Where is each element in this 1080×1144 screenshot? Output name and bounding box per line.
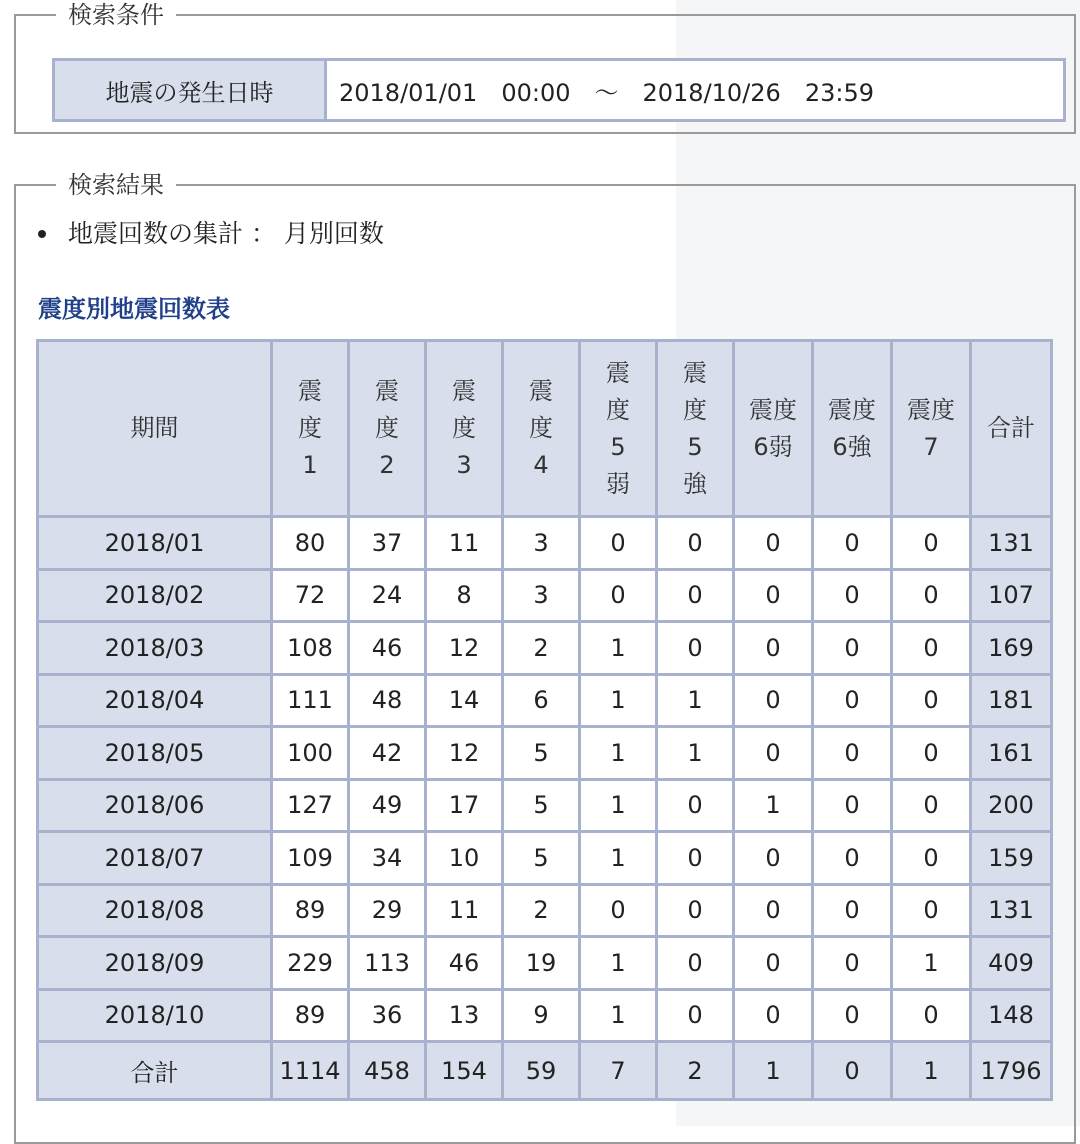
- header-cell: [426, 341, 503, 517]
- count-cell: 12: [426, 727, 503, 780]
- count-cell: 9: [503, 989, 580, 1042]
- table-total-row: [38, 1042, 1052, 1100]
- count-cell: 5: [503, 727, 580, 780]
- count-cell: 0: [892, 622, 971, 675]
- total-cell: 154: [426, 1042, 503, 1100]
- count-cell: 80: [272, 517, 349, 570]
- count-cell: 0: [657, 622, 734, 675]
- count-cell: 0: [657, 779, 734, 832]
- search-conditions-table: [52, 58, 1066, 122]
- count-cell: 1: [580, 937, 657, 990]
- count-cell: 111: [272, 674, 349, 727]
- header-label: 震度 6弱: [749, 395, 797, 461]
- count-cell: 11: [426, 517, 503, 570]
- search-conditions-section: [14, 1, 1076, 134]
- count-cell: 0: [734, 517, 813, 570]
- total-cell: 59: [503, 1042, 580, 1100]
- count-cell: 0: [892, 884, 971, 937]
- intensity-count-table: [36, 339, 1053, 1101]
- count-cell: 34: [349, 832, 426, 885]
- count-cell: 89: [272, 989, 349, 1042]
- period-cell: 2018/06: [38, 779, 272, 832]
- row-total-cell: 107: [971, 569, 1052, 622]
- count-cell: 89: [272, 884, 349, 937]
- period-cell: 2018/07: [38, 832, 272, 885]
- period-cell: 2018/05: [38, 727, 272, 780]
- count-cell: 24: [349, 569, 426, 622]
- table-row: [38, 937, 1052, 990]
- count-cell: 17: [426, 779, 503, 832]
- total-cell: 1114: [272, 1042, 349, 1100]
- count-cell: 1: [892, 937, 971, 990]
- count-cell: 8: [426, 569, 503, 622]
- header-label: 震度 6強: [828, 395, 876, 461]
- count-cell: 13: [426, 989, 503, 1042]
- count-cell: 0: [813, 779, 892, 832]
- count-cell: 1: [580, 832, 657, 885]
- row-total-cell: 159: [971, 832, 1052, 885]
- count-cell: 0: [813, 727, 892, 780]
- date-range-label: 地震の発生日時: [54, 60, 326, 121]
- aggregation-text: 地震回数の集計 ： 月別回数: [68, 219, 384, 248]
- count-cell: 0: [892, 674, 971, 727]
- row-total-cell: 148: [971, 989, 1052, 1042]
- header-label: 震 度 4: [529, 377, 553, 479]
- table-title: 震度別地震回数表: [38, 295, 230, 323]
- period-cell: 2018/09: [38, 937, 272, 990]
- count-cell: 0: [580, 569, 657, 622]
- header-cell: [813, 341, 892, 517]
- count-cell: 0: [892, 569, 971, 622]
- table-body: [38, 517, 1052, 1042]
- header-label: 期間: [130, 414, 179, 442]
- count-cell: 0: [813, 674, 892, 727]
- count-cell: 49: [349, 779, 426, 832]
- header-label: 震 度 2: [375, 377, 399, 479]
- count-cell: 0: [657, 569, 734, 622]
- period-cell: 2018/03: [38, 622, 272, 675]
- header-cell: [734, 341, 813, 517]
- row-total-cell: 200: [971, 779, 1052, 832]
- count-cell: 10: [426, 832, 503, 885]
- header-cell: [892, 341, 971, 517]
- count-cell: 0: [813, 832, 892, 885]
- row-total-cell: 181: [971, 674, 1052, 727]
- count-cell: 0: [892, 727, 971, 780]
- period-cell: 2018/01: [38, 517, 272, 570]
- count-cell: 1: [580, 989, 657, 1042]
- total-cell: 0: [813, 1042, 892, 1100]
- table-row: [38, 884, 1052, 937]
- count-cell: 36: [349, 989, 426, 1042]
- table-row: [38, 727, 1052, 780]
- header-label: 合計: [987, 414, 1035, 442]
- count-cell: 0: [892, 989, 971, 1042]
- count-cell: 5: [503, 832, 580, 885]
- header-label: 震 度 1: [298, 377, 322, 479]
- count-cell: 229: [272, 937, 349, 990]
- count-cell: 1: [657, 727, 734, 780]
- table-header-row: [38, 341, 1052, 517]
- header-cell: [272, 341, 349, 517]
- row-total-cell: 161: [971, 727, 1052, 780]
- count-cell: 113: [349, 937, 426, 990]
- table-row: [38, 622, 1052, 675]
- table-row: [38, 674, 1052, 727]
- date-range-text: 2018/01/01 00:00 ～ 2018/10/26 23:59: [339, 78, 874, 107]
- header-cell: [503, 341, 580, 517]
- count-cell: 2: [503, 884, 580, 937]
- count-cell: 0: [734, 832, 813, 885]
- period-cell: 2018/08: [38, 884, 272, 937]
- table-row: [38, 517, 1052, 570]
- table-row: [38, 779, 1052, 832]
- total-cell: 7: [580, 1042, 657, 1100]
- period-cell: 2018/10: [38, 989, 272, 1042]
- count-cell: 19: [503, 937, 580, 990]
- search-results-legend: 検索結果: [56, 169, 176, 201]
- header-cell: [971, 341, 1052, 517]
- count-cell: 3: [503, 517, 580, 570]
- total-cell: 458: [349, 1042, 426, 1100]
- row-total-cell: 131: [971, 884, 1052, 937]
- count-cell: 0: [657, 989, 734, 1042]
- count-cell: 29: [349, 884, 426, 937]
- total-label-cell: 合計: [38, 1042, 272, 1100]
- count-cell: 46: [426, 937, 503, 990]
- header-cell: [657, 341, 734, 517]
- period-cell: 2018/02: [38, 569, 272, 622]
- count-cell: 127: [272, 779, 349, 832]
- total-cell: 1796: [971, 1042, 1052, 1100]
- header-label: 震 度 5 弱: [606, 358, 630, 498]
- header-cell: [349, 341, 426, 517]
- count-cell: 0: [580, 884, 657, 937]
- count-cell: 0: [734, 727, 813, 780]
- total-cell: 1: [734, 1042, 813, 1100]
- count-cell: 0: [734, 569, 813, 622]
- count-cell: 0: [892, 832, 971, 885]
- count-cell: 0: [734, 937, 813, 990]
- period-cell: 2018/04: [38, 674, 272, 727]
- total-cell: 2: [657, 1042, 734, 1100]
- table-row: [38, 989, 1052, 1042]
- header-label: 震度 7: [907, 395, 955, 461]
- count-cell: 0: [813, 517, 892, 570]
- date-range-value: [326, 60, 1065, 121]
- header-cell: [38, 341, 272, 517]
- count-cell: 1: [580, 622, 657, 675]
- header-label: 震 度 3: [452, 377, 476, 479]
- count-cell: 0: [813, 569, 892, 622]
- row-total-cell: 409: [971, 937, 1052, 990]
- count-cell: 109: [272, 832, 349, 885]
- count-cell: 100: [272, 727, 349, 780]
- count-cell: 0: [734, 622, 813, 675]
- count-cell: 0: [657, 832, 734, 885]
- header-label: 震 度 5 強: [683, 358, 707, 498]
- header-cell: [580, 341, 657, 517]
- count-cell: 3: [503, 569, 580, 622]
- count-cell: 42: [349, 727, 426, 780]
- count-cell: 12: [426, 622, 503, 675]
- row-total-cell: 169: [971, 622, 1052, 675]
- count-cell: 0: [813, 622, 892, 675]
- row-total-cell: 131: [971, 517, 1052, 570]
- count-cell: 0: [892, 779, 971, 832]
- count-cell: 72: [272, 569, 349, 622]
- count-cell: 0: [580, 517, 657, 570]
- table-row: [38, 569, 1052, 622]
- table-row: [38, 832, 1052, 885]
- aggregation-bullet: [38, 216, 384, 252]
- count-cell: 0: [734, 884, 813, 937]
- count-cell: 0: [813, 937, 892, 990]
- count-cell: 46: [349, 622, 426, 675]
- count-cell: 2: [503, 622, 580, 675]
- count-cell: 0: [657, 517, 734, 570]
- count-cell: 0: [734, 674, 813, 727]
- count-cell: 11: [426, 884, 503, 937]
- count-cell: 0: [892, 517, 971, 570]
- count-cell: 1: [734, 779, 813, 832]
- count-cell: 0: [813, 989, 892, 1042]
- count-cell: 14: [426, 674, 503, 727]
- count-cell: 1: [580, 674, 657, 727]
- count-cell: 1: [657, 674, 734, 727]
- count-cell: 5: [503, 779, 580, 832]
- count-cell: 108: [272, 622, 349, 675]
- count-cell: 6: [503, 674, 580, 727]
- count-cell: 37: [349, 517, 426, 570]
- count-cell: 0: [657, 884, 734, 937]
- count-cell: 1: [580, 779, 657, 832]
- count-cell: 1: [580, 727, 657, 780]
- count-cell: 0: [734, 989, 813, 1042]
- bullet-dot-icon: [38, 230, 46, 238]
- total-cell: 1: [892, 1042, 971, 1100]
- count-cell: 0: [813, 884, 892, 937]
- count-cell: 48: [349, 674, 426, 727]
- count-cell: 0: [657, 937, 734, 990]
- search-conditions-legend: 検索条件: [56, 0, 176, 31]
